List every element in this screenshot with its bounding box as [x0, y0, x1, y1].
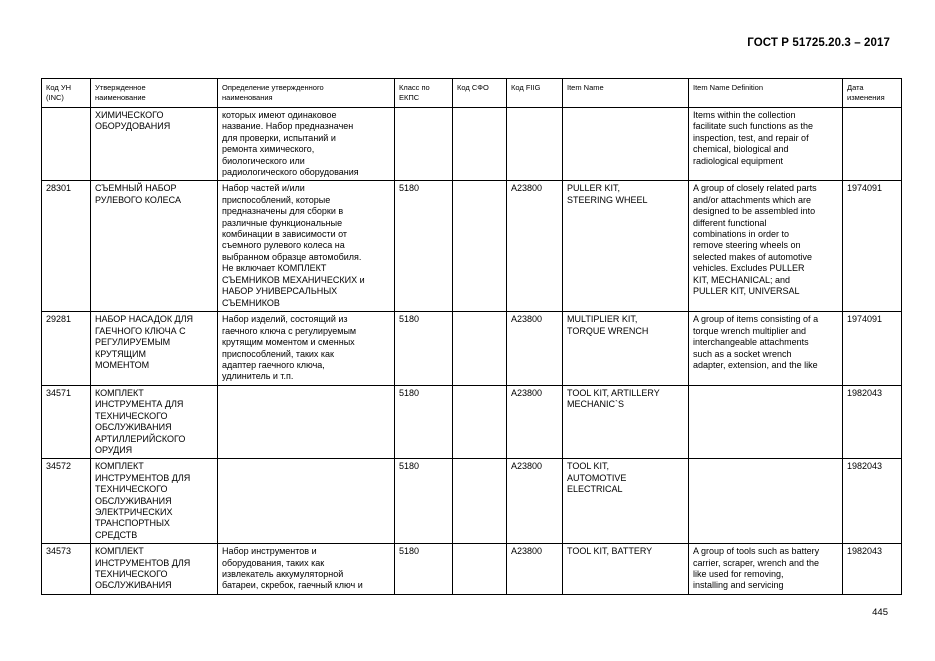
cell-definition: [218, 385, 395, 458]
cell-code: [42, 108, 91, 181]
cell-class: 5180: [395, 312, 453, 385]
cell-item-name-definition: [689, 385, 843, 458]
cell-item-name: TOOL KIT, AUTOMOTIVE ELECTRICAL: [563, 459, 689, 544]
cell-item-name-definition: [689, 459, 843, 544]
cell-item-name: PULLER KIT, STEERING WHEEL: [563, 181, 689, 312]
cell-class: 5180: [395, 181, 453, 312]
cell-item-name-definition: A group of tools such as battery carrier, scraper, wrench and the like used for removing, installing and servicing: [689, 544, 843, 595]
cell-approved-name: СЪЕМНЫЙ НАБОР РУЛЕВОГО КОЛЕСА: [91, 181, 218, 312]
cell-fiig: A23800: [507, 459, 563, 544]
header-change-date: Дата изменения: [843, 79, 902, 108]
table-row: [42, 181, 902, 312]
cell-sfo: [453, 108, 507, 181]
nomenclature-table: [41, 78, 902, 595]
table-row: [42, 108, 902, 181]
cell-approved-name: КОМПЛЕКТ ИНСТРУМЕНТА ДЛЯ ТЕХНИЧЕСКОГО ОБСЛУЖИВАНИЯ АРТИЛЛЕРИЙСКОГО ОРУДИЯ: [91, 385, 218, 458]
cell-item-name: TOOL KIT, BATTERY: [563, 544, 689, 595]
cell-approved-name: КОМПЛЕКТ ИНСТРУМЕНТОВ ДЛЯ ТЕХНИЧЕСКОГО ОБСЛУЖИВАНИЯ ЭЛЕКТРИЧЕСКИХ ТРАНСПОРТНЫХ СРЕДСТВ: [91, 459, 218, 544]
cell-item-name-definition: A group of items consisting of a torque wrench multiplier and interchangeable attachments such as a socket wrench adapter, extension, and the like: [689, 312, 843, 385]
cell-item-name: MULTIPLIER KIT, TORQUE WRENCH: [563, 312, 689, 385]
cell-sfo: [453, 312, 507, 385]
cell-change-date: 1982043: [843, 459, 902, 544]
table-row: [42, 459, 902, 544]
cell-class: [395, 108, 453, 181]
table-row: [42, 385, 902, 458]
document-code: ГОСТ Р 51725.20.3 – 2017: [747, 37, 890, 49]
cell-approved-name: ХИМИЧЕСКОГО ОБОРУДОВАНИЯ: [91, 108, 218, 181]
cell-class: 5180: [395, 459, 453, 544]
cell-definition: [218, 459, 395, 544]
table-row: [42, 312, 902, 385]
cell-change-date: [843, 108, 902, 181]
cell-fiig: A23800: [507, 312, 563, 385]
table-row: [42, 544, 902, 595]
cell-approved-name: КОМПЛЕКТ ИНСТРУМЕНТОВ ДЛЯ ТЕХНИЧЕСКОГО ОБСЛУЖИВАНИЯ: [91, 544, 218, 595]
cell-definition: Набор инструментов и оборудования, таких как извлекатель аккумуляторной батареи, скребок, гаечный ключ и: [218, 544, 395, 595]
cell-code: 34573: [42, 544, 91, 595]
header-code: Код УН (INC): [42, 79, 91, 108]
cell-item-name: TOOL KIT, ARTILLERY MECHANIC`S: [563, 385, 689, 458]
cell-sfo: [453, 181, 507, 312]
header-item-name-definition: Item Name Definition: [689, 79, 843, 108]
header-sfo: Код СФО: [453, 79, 507, 108]
cell-definition: Набор изделий, состоящий из гаечного ключа с регулируемым крутящим моментом и сменных приспособлений, таких как адаптер гаечного ключа, удлинитель и т.п.: [218, 312, 395, 385]
header-row: [42, 79, 902, 108]
page-number: 445: [872, 607, 888, 618]
cell-fiig: [507, 108, 563, 181]
cell-fiig: A23800: [507, 544, 563, 595]
cell-definition: которых имеют одинаковое название. Набор предназначен для проверки, испытаний и ремонта химического, биологического или радиологического оборудования: [218, 108, 395, 181]
cell-class: 5180: [395, 385, 453, 458]
cell-fiig: A23800: [507, 385, 563, 458]
cell-change-date: 1982043: [843, 544, 902, 595]
cell-change-date: 1982043: [843, 385, 902, 458]
cell-item-name-definition: Items within the collection facilitate such functions as the inspection, test, and repair of chemical, biological and radiological equipment: [689, 108, 843, 181]
header-definition: Определение утвержденного наименования: [218, 79, 395, 108]
header-class: Класс по ЕКПС: [395, 79, 453, 108]
cell-code: 29281: [42, 312, 91, 385]
cell-fiig: A23800: [507, 181, 563, 312]
cell-change-date: 1974091: [843, 181, 902, 312]
cell-sfo: [453, 544, 507, 595]
header-approved-name: Утвержденное наименование: [91, 79, 218, 108]
header-item-name: Item Name: [563, 79, 689, 108]
cell-change-date: 1974091: [843, 312, 902, 385]
header-fiig: Код FIIG: [507, 79, 563, 108]
cell-code: 34572: [42, 459, 91, 544]
cell-code: 28301: [42, 181, 91, 312]
cell-sfo: [453, 385, 507, 458]
cell-class: 5180: [395, 544, 453, 595]
cell-approved-name: НАБОР НАСАДОК ДЛЯ ГАЕЧНОГО КЛЮЧА С РЕГУЛИРУЕМЫМ КРУТЯЩИМ МОМЕНТОМ: [91, 312, 218, 385]
cell-sfo: [453, 459, 507, 544]
cell-definition: Набор частей и/или приспособлений, которые предназначены для сборки в различные функциональные комбинации в зависимости от съемного рулевого колеса на выбранном образце автомобиля. Не включает КОМПЛЕКТ СЪЕМНИКОВ МЕХАНИЧЕСКИХ и НАБОР УНИВЕРСАЛЬНЫХ СЪЕМНИКОВ: [218, 181, 395, 312]
cell-code: 34571: [42, 385, 91, 458]
cell-item-name-definition: A group of closely related parts and/or attachments which are designed to be assembled into different functional combinations in order to remove steering wheels on selected makes of automotive vehicles. Excludes PULLER KIT, MECHANICAL; and PULLER KIT, UNIVERSAL: [689, 181, 843, 312]
cell-item-name: [563, 108, 689, 181]
